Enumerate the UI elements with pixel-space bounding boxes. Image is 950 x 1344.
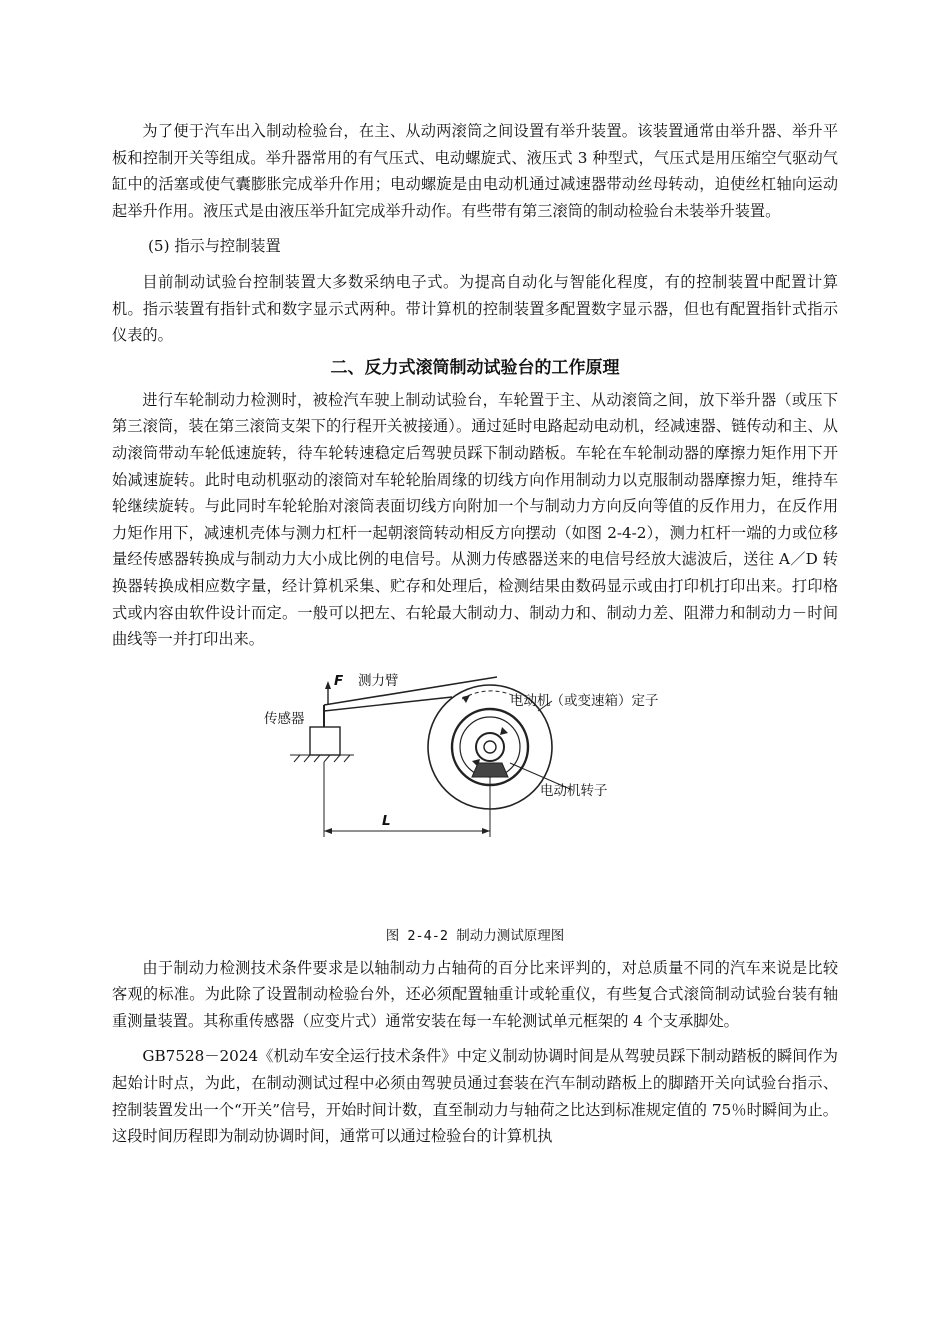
label-rotor: 电动机转子 (540, 782, 608, 799)
label-sensor: 传感器 (264, 710, 305, 727)
paragraph-working-principle: 进行车轮制动力检测时，被检汽车驶上制动试验台，车轮置于主、从动滚筒之间，放下举升器（或压下第三滚筒，装在第三滚筒支架下的行程开关被接通）。通过延时电路起动电动机，经减速器、链传动和主、从动滚筒带动车轮低速旋转，待车轮转速稳定后驾驶员踩下制动踏板。车轮在车轮制动器的摩擦力矩作用下开始减速旋转。此时电动机驱动的滚筒对车轮轮胎周缘的切线方向作用制动力以克服制动器摩擦力矩，维持车轮继续旋转。与此同时车轮轮胎对滚筒表面切线方向附加一个与制动力方向反向等值的反作用力，在反作用力矩作用下，减速机壳体与测力杠杆一起朝滚筒转动相反方向摆动（如图 2-4-2），测力杠杆一端的力或位移量经传感器转换成与制动力大小成比例的电信号。从测力传感器送来的电信号经放大滤波后，送往 A／D 转换器转换成相应数字量，经计算机采集、贮存和处理后，检测结果由数码显示或由打印机打印出来。打印格式或内容由软件设计而定。一般可以把左、右轮最大制动力、制动力和、制动力差、阻滞力和制动力－时间曲线等一并打印出来。 (112, 390, 838, 649)
sensor-block (310, 727, 340, 755)
label-measuring-arm: 测力臂 (358, 672, 399, 689)
figure-caption: 图 2-4-2 制动力测试原理图 (385, 927, 565, 944)
rotor-base (472, 763, 508, 777)
measuring-arm-bottom (324, 697, 452, 711)
document-page (112, 118, 838, 1150)
label-force: F (334, 672, 344, 689)
figure-brake-force-test (112, 667, 838, 917)
list-item-indicator-control: (5) 指示与控制装置 (148, 237, 281, 256)
paragraph-axle-load: 由于制动力检测技术条件要求是以轴制动力占轴荷的百分比来评判的，对总质量不同的汽车来说是比较客观的标准。为此除了设置制动检验台外，还必须配置轴重计或轮重仪，有些复合式滚筒制动试验台装有轴重测量装置。其称重传感器（应变片式）通常安装在每一车轮测试单元框架的 4 个支承脚处。 (112, 958, 838, 1030)
paragraph-coordination-time: GB7528－2024《机动车安全运行技术条件》中定义制动协调时间是从驾驶员踩下制动踏板的瞬间作为起始计时点，为此，在制动测试过程中必须由驾驶员通过套装在汽车制动踏板上的脚踏开关向试验台指示、控制装置发出一个“开关”信号，开始时间计数，直至制动力与轴荷之比达到标准规定值的 75％时瞬间为止。这段时间历程即为制动协调时间，通常可以通过检验台的计算机执 (112, 1047, 838, 1146)
paragraph-lift-device: 为了便于汽车出入制动检验台，在主、从动两滚筒之间设置有举升装置。该装置通常由举升器、举升平板和控制开关等组成。举升器常用的有气压式、电动螺旋式、液压式 3 种型式，气压式是用压缩空气驱动气缸中的活塞或使气囊膨胀完成举升作用；电动螺旋是由电动机通过减速器带动丝母转动，迫使丝杠轴向运动起举升作用。液压式是由液压举升缸完成举升动作。有些带有第三滚筒的制动检验台未装举升装置。 (112, 122, 838, 220)
paragraph-control-device: 目前制动试验台控制装置大多数采纳电子式。为提高自动化与智能化程度，有的控制装置中配置计算机。指示装置有指针式和数字显示式两种。带计算机的控制装置多配置数字显示器，但也有配置指针式指示仪表的。 (112, 272, 838, 345)
label-stator: 电动机（或变速箱）定子 (510, 692, 659, 709)
label-length: L (382, 812, 391, 829)
section-title: 二、反力式滚筒制动试验台的工作原理 (330, 357, 620, 378)
ground-hatch (290, 755, 354, 762)
rotor-shaft (484, 741, 496, 753)
